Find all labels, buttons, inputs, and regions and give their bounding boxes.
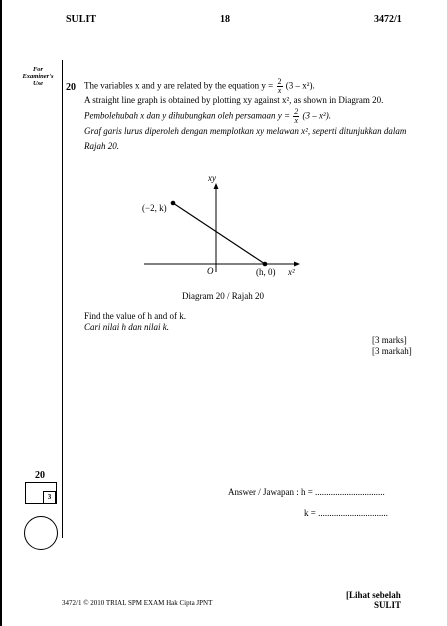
diagram-20 <box>140 172 310 280</box>
straight-line-graph <box>173 203 265 264</box>
answer-k: k = ............................... <box>304 508 388 518</box>
question-line-4: Graf garis lurus diperoleh dengan memplotkan xy melawan x², seperti ditunjukkan dalam <box>84 126 407 136</box>
page-left-border <box>0 0 2 626</box>
paper-code: 3472/1 <box>374 14 402 25</box>
question-line-3-text: Pembolehubah x dan y dihubungkan oleh persamaan y = <box>84 110 291 121</box>
fraction-2 <box>293 108 299 125</box>
marks-malay: [3 markah] <box>372 346 412 356</box>
score-circle <box>24 516 58 550</box>
page-number: 18 <box>220 14 230 25</box>
equation-tail-2: (3 – x²). <box>302 110 331 121</box>
x-axis-label: x² <box>288 267 295 277</box>
fraction-denominator: x <box>277 86 282 95</box>
point-right-label: (h, 0) <box>256 267 276 277</box>
question-line-1 <box>84 78 315 95</box>
answer-line-h <box>228 487 385 498</box>
fraction-numerator: 2 <box>277 77 282 86</box>
find-malay: Cari nilai h dan nilai k. <box>84 322 170 332</box>
question-number: 20 <box>66 82 76 93</box>
equation-tail: (3 – x²). <box>285 80 315 91</box>
y-axis-label: xy <box>208 173 216 183</box>
find-english: Find the value of h and of k. <box>84 311 186 321</box>
y-axis-arrow <box>214 183 219 189</box>
footer-next-page: [Lihat sebelah <box>346 590 401 600</box>
fraction-2-numerator: 2 <box>294 107 299 116</box>
question-line-3 <box>84 108 331 125</box>
point-left-label: (−2, k) <box>142 203 167 213</box>
total-marks-label: 20 <box>35 470 45 481</box>
diagram-caption: Diagram 20 / Rajah 20 <box>182 291 264 301</box>
marks-english: [3 marks] <box>372 335 407 345</box>
question-line-1-text: The variables x and y are related by the equation y = <box>84 80 274 91</box>
fraction-2-denominator: x <box>294 116 299 125</box>
point-left <box>171 201 176 206</box>
score-box-marks: 3 <box>43 491 56 504</box>
examiner-use-label: For Examiner's Use <box>22 66 54 87</box>
footer-sulit: SULIT <box>374 600 402 610</box>
answer-h: h = ............................... <box>300 487 385 497</box>
x-axis-arrow <box>294 262 300 267</box>
margin-line <box>62 60 63 538</box>
footer-copyright: 3472/1 © 2010 TRIAL SPM EXAM Hak Cipta JPNT <box>62 599 213 607</box>
point-right <box>263 262 268 267</box>
answer-prefix: Answer / Jawapan : <box>228 487 299 497</box>
fraction <box>277 78 283 95</box>
header-sulit: SULIT <box>66 14 97 25</box>
origin-label: O <box>207 266 214 276</box>
question-line-2: A straight line graph is obtained by plotting xy against x², as shown in Diagram 20. <box>84 95 384 105</box>
question-line-5: Rajah 20. <box>84 141 119 151</box>
